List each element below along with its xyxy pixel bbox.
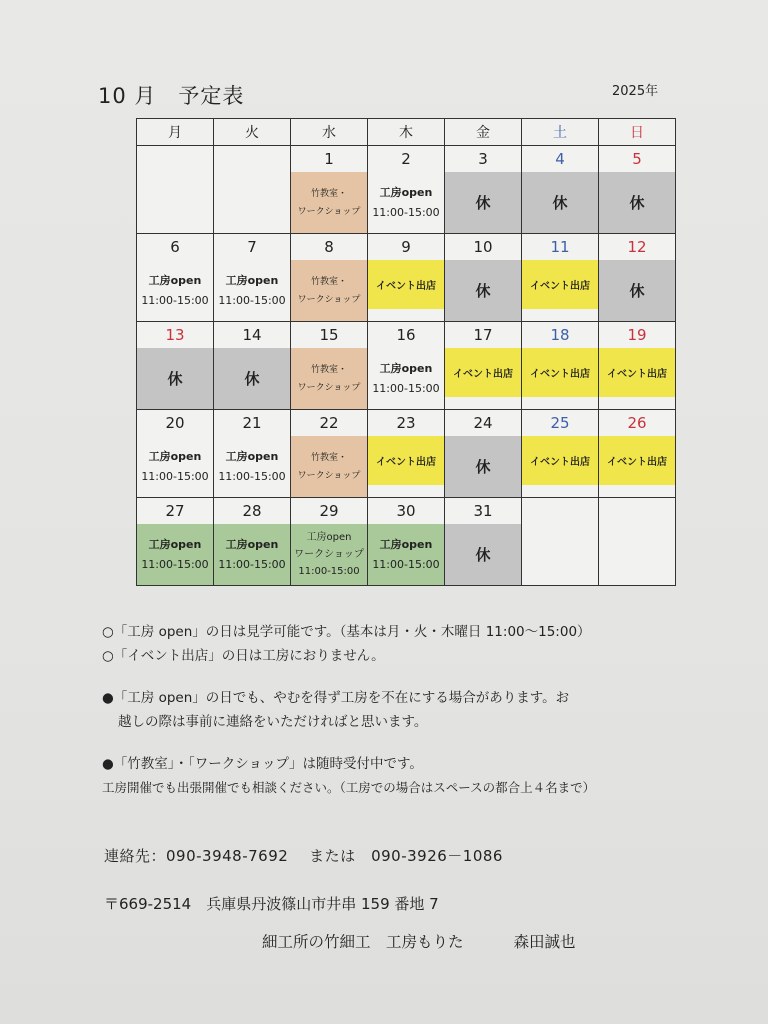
event-text: 休 <box>475 282 491 300</box>
calendar-table <box>136 118 676 586</box>
event-text: ワークショップ <box>297 470 361 481</box>
weekday-header: 日 <box>599 119 676 146</box>
note-event: ○「イベント出店」の日は工房におりません。 <box>102 648 385 664</box>
event-text: イベント出店 <box>607 457 667 468</box>
day-cell <box>214 498 291 586</box>
day-cell <box>291 498 368 586</box>
event-text: 休 <box>629 194 645 212</box>
day-cell <box>522 322 599 410</box>
event-text: 工房open <box>148 273 202 287</box>
day-number: 8 <box>291 234 367 260</box>
event-text: ワークショップ <box>297 206 361 217</box>
event-text: イベント出店 <box>376 281 436 292</box>
day-event-bamboo <box>291 436 367 497</box>
weekday-header-row <box>137 119 676 146</box>
event-text: 工房open <box>306 532 352 543</box>
day-event-green <box>137 524 213 585</box>
day-cell <box>445 410 522 498</box>
organization-name: 細工所の竹細工 工房もりた <box>262 933 464 951</box>
day-number: 22 <box>291 410 367 436</box>
day-number: 1 <box>291 146 367 172</box>
day-event-event <box>522 260 598 309</box>
day-cell <box>599 234 676 322</box>
event-text: 竹教室・ <box>310 188 347 199</box>
calendar-week-row <box>137 146 676 234</box>
day-number: 16 <box>368 322 444 348</box>
day-event-rest <box>445 436 521 497</box>
day-number: 14 <box>214 322 290 348</box>
note-workshop-open: ○「工房 open」の日は見学可能です。（基本は月・火・木曜日 11:00～15:00） <box>102 624 591 640</box>
day-number: 27 <box>137 498 213 524</box>
day-number: 15 <box>291 322 367 348</box>
event-text: 工房open <box>148 449 202 463</box>
weekday-header: 火 <box>214 119 291 146</box>
event-text: ワークショップ <box>297 382 361 393</box>
event-text: イベント出店 <box>530 457 590 468</box>
day-number: 12 <box>599 234 675 260</box>
event-text: 竹教室・ <box>310 452 347 463</box>
day-event-open <box>368 172 444 233</box>
day-number: 17 <box>445 322 521 348</box>
day-cell <box>445 146 522 234</box>
event-text: 休 <box>475 546 491 564</box>
day-cell <box>137 410 214 498</box>
day-cell <box>599 146 676 234</box>
day-event-open <box>137 260 213 321</box>
calendar-week-row <box>137 322 676 410</box>
event-text: 休 <box>475 194 491 212</box>
person-name: 森田誠也 <box>513 933 576 951</box>
weekday-header: 水 <box>291 119 368 146</box>
day-number: 31 <box>445 498 521 524</box>
day-number: 20 <box>137 410 213 436</box>
day-number: 23 <box>368 410 444 436</box>
day-cell <box>368 498 445 586</box>
day-cell <box>445 234 522 322</box>
event-text: 工房open <box>379 537 433 551</box>
day-event-green <box>214 524 290 585</box>
day-event-green3 <box>291 524 367 585</box>
day-cell <box>137 234 214 322</box>
day-number: 18 <box>522 322 598 348</box>
day-event-event <box>522 348 598 397</box>
empty-day-cell <box>599 498 676 586</box>
day-number: 29 <box>291 498 367 524</box>
notes-section <box>102 620 722 800</box>
note-classes: ●「竹教室」・「ワークショップ」は随時受付中です。 <box>102 756 423 772</box>
day-event-rest <box>599 260 675 321</box>
day-event-rest <box>214 348 290 409</box>
day-event-bamboo <box>291 172 367 233</box>
event-text: 11:00-15:00 <box>372 205 440 219</box>
event-text: 休 <box>167 370 183 388</box>
day-number: 24 <box>445 410 521 436</box>
day-cell <box>599 410 676 498</box>
day-cell <box>522 146 599 234</box>
day-cell <box>291 146 368 234</box>
day-number: 28 <box>214 498 290 524</box>
signature <box>262 930 576 952</box>
day-event-event <box>522 436 598 485</box>
event-text: 11:00-15:00 <box>218 469 286 483</box>
event-text: 工房open <box>225 449 279 463</box>
calendar-week-row <box>137 410 676 498</box>
day-number: 11 <box>522 234 598 260</box>
year-label: 2025年 <box>612 84 659 99</box>
day-number: 6 <box>137 234 213 260</box>
day-cell <box>137 498 214 586</box>
day-cell <box>214 322 291 410</box>
day-number: 7 <box>214 234 290 260</box>
calendar-week-row <box>137 234 676 322</box>
event-text: 工房open <box>379 361 433 375</box>
event-text: イベント出店 <box>530 369 590 380</box>
day-cell <box>522 234 599 322</box>
event-text: 休 <box>244 370 260 388</box>
event-text: 11:00-15:00 <box>298 566 360 577</box>
event-text: 休 <box>475 458 491 476</box>
day-number: 13 <box>137 322 213 348</box>
note-absence-cont: 越しの際は事前に連絡をいただければと思います。 <box>118 714 428 730</box>
day-cell <box>214 234 291 322</box>
day-event-open <box>137 436 213 497</box>
day-cell <box>445 498 522 586</box>
weekday-header: 木 <box>368 119 445 146</box>
day-cell <box>368 146 445 234</box>
day-event-open <box>368 348 444 409</box>
day-number: 2 <box>368 146 444 172</box>
day-cell <box>368 322 445 410</box>
day-cell <box>137 322 214 410</box>
day-cell <box>522 410 599 498</box>
event-text: 11:00-15:00 <box>141 469 209 483</box>
event-text: イベント出店 <box>376 457 436 468</box>
day-event-green <box>368 524 444 585</box>
page-title: 10 月 予定表 <box>98 84 245 108</box>
event-text: 11:00-15:00 <box>141 557 209 571</box>
note-classes-detail: 工房開催でも出張開催でも相談ください。（工房での場合はスペースの都合上４名まで） <box>102 780 596 795</box>
day-event-event <box>599 348 675 397</box>
day-number: 10 <box>445 234 521 260</box>
day-number: 3 <box>445 146 521 172</box>
calendar-body <box>137 146 676 586</box>
event-text: 11:00-15:00 <box>372 557 440 571</box>
day-number: 19 <box>599 322 675 348</box>
note-absence: ●「工房 open」の日でも、やむを得ず工房を不在にする場合があります。お <box>102 690 570 706</box>
contact-phone: 連絡先：090-3948-7692 または 090-3926－1086 <box>104 847 503 865</box>
day-event-rest <box>599 172 675 233</box>
event-text: 竹教室・ <box>310 364 347 375</box>
weekday-header: 土 <box>522 119 599 146</box>
day-number: 30 <box>368 498 444 524</box>
day-cell <box>445 322 522 410</box>
day-event-event <box>368 260 444 309</box>
event-text: 休 <box>629 282 645 300</box>
event-text: イベント出店 <box>530 281 590 292</box>
day-event-open <box>214 260 290 321</box>
day-event-rest <box>137 348 213 409</box>
event-text: イベント出店 <box>453 369 513 380</box>
day-cell <box>599 322 676 410</box>
day-cell <box>291 234 368 322</box>
calendar-week-row <box>137 498 676 586</box>
day-event-rest <box>445 260 521 321</box>
event-text: 工房open <box>379 185 433 199</box>
event-text: 竹教室・ <box>310 276 347 287</box>
day-event-event <box>445 348 521 397</box>
day-event-bamboo <box>291 260 367 321</box>
day-event-rest <box>522 172 598 233</box>
empty-day-cell <box>522 498 599 586</box>
empty-day-cell <box>214 146 291 234</box>
event-text: 11:00-15:00 <box>218 293 286 307</box>
day-number: 4 <box>522 146 598 172</box>
event-text: 休 <box>552 194 568 212</box>
empty-day-cell <box>137 146 214 234</box>
day-event-bamboo <box>291 348 367 409</box>
weekday-header: 月 <box>137 119 214 146</box>
event-text: 工房open <box>225 537 279 551</box>
day-event-event <box>599 436 675 485</box>
day-number: 25 <box>522 410 598 436</box>
event-text: 11:00-15:00 <box>141 293 209 307</box>
day-cell <box>368 410 445 498</box>
day-number: 21 <box>214 410 290 436</box>
day-number: 26 <box>599 410 675 436</box>
event-text: 工房open <box>148 537 202 551</box>
event-text: イベント出店 <box>607 369 667 380</box>
weekday-header: 金 <box>445 119 522 146</box>
postal-address: 〒669-2514 兵庫県丹波篠山市井串 159 番地 7 <box>104 895 439 913</box>
day-cell <box>291 410 368 498</box>
day-number: 5 <box>599 146 675 172</box>
event-text: ワークショップ <box>297 294 361 305</box>
day-cell <box>368 234 445 322</box>
event-text: 工房open <box>225 273 279 287</box>
day-cell <box>214 410 291 498</box>
day-event-rest <box>445 172 521 233</box>
event-text: 11:00-15:00 <box>372 381 440 395</box>
day-cell <box>291 322 368 410</box>
event-text: 11:00-15:00 <box>218 557 286 571</box>
day-number: 9 <box>368 234 444 260</box>
day-event-event <box>368 436 444 485</box>
day-event-rest <box>445 524 521 585</box>
day-event-open <box>214 436 290 497</box>
event-text: ワークショップ <box>294 549 364 560</box>
